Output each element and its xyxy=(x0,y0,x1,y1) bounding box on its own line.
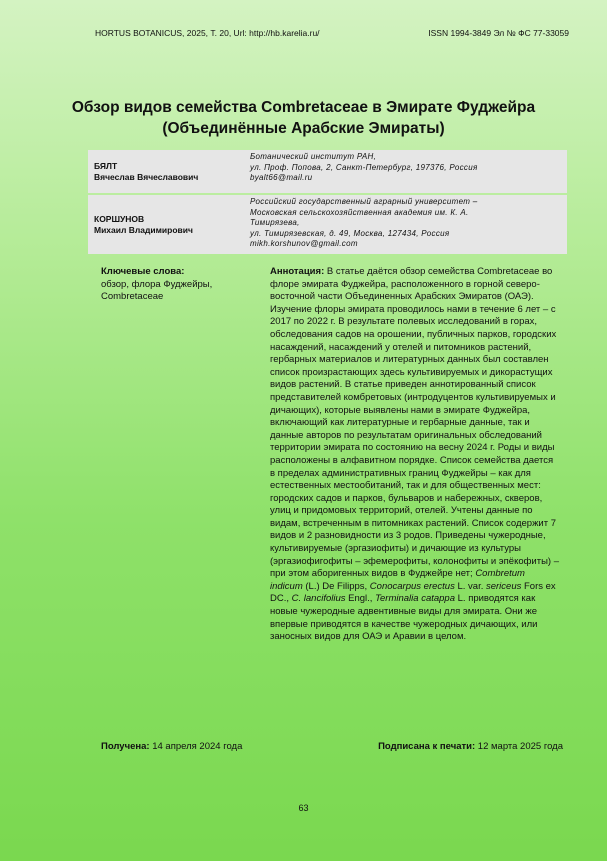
affiliation-line: Московская сельскохозяйственная академия им. К. А. xyxy=(250,207,469,217)
author-email: mikh.korshunov@gmail.com xyxy=(250,239,358,248)
author-given-name: Вячеслав Вячеславович xyxy=(94,171,199,182)
signed-date xyxy=(378,741,563,752)
journal-info: HORTUS BOTANICUS, 2025, Т. 20, Url: http://hb.karelia.ru/ xyxy=(95,28,320,38)
affiliation-line: ул. Проф. Попова, 2, Санкт-Петербург, 197376, Россия xyxy=(250,162,478,172)
signed-value: 12 марта 2025 года xyxy=(475,741,563,752)
issn-info: ISSN 1994-3849 Эл № ФС 77-33059 xyxy=(428,28,569,38)
keywords-text: обзор, флора Фуджейры, Combretaceae xyxy=(101,278,213,302)
affiliation-line: Тимирязева, xyxy=(250,218,300,227)
species-name: Conocarpus erectus xyxy=(369,580,455,592)
abstract-text: Engl., xyxy=(345,593,376,605)
authors-table xyxy=(88,150,567,256)
author-affiliation xyxy=(250,150,567,193)
author-row xyxy=(88,195,567,254)
abstract-label: Аннотация: xyxy=(270,266,325,277)
author-surname: КОРШУНОВ xyxy=(94,213,145,224)
dates-line xyxy=(101,741,563,752)
received-value: 14 апреля 2024 года xyxy=(149,741,243,752)
author-row xyxy=(88,150,567,193)
species-name: Terminalia catappa xyxy=(375,593,455,605)
keywords-block xyxy=(101,266,251,304)
page-number: 63 xyxy=(298,803,309,813)
keywords-label: Ключевые слова: xyxy=(101,266,185,277)
abstract-text: В статье даётся обзор семейства Combretaceae во флоре эмирата Фуджейра, расположенного в горной северо-восточной части Объединенных Арабских Эмиратов (ОАЭ). Изучение флоры эмирата проводилось нами в течение 6 лет – с 2017 по 2022 г. В результате полевых исследований в горах, обследования садов на орошении, публичных парков, городских насаждений, насаждений у отелей и питомников растений, гербарных материалов и литературных данных был составлен список произрастающих здесь культивируемых и дикорастущих видов растений. В статье приведен аннотированный список представителей комбретовых (интродуцентов культивируемых и дичающих), которые выявлены нами в эмирате Фуджейра, включающий как литературные и гербарные данные, так и данные авторов по результатам оригинальных обследований территории эмирата по состоянию на весну 2024 г. Роды и виды расположены в алфавитном порядке. Список семейства дается в пределах административных границ Фуджейры – как для естественных местообитаний, так и для общественных мест: городских садов и парков, бульваров и набережных, скверов, улиц и придомовых территорий, отелей. Учтены данные по видам, встреченным в питомниках растений. Список содержит 7 видов и 2 разновидности из 3 родов. Приведены чужеродные, культивируемые (эргазиофиты) и дичающие из культуры (эргазиофигофиты – эфемерофиты, колонофиты и эпёкофиты) – при этом аборигенных видов в Фуджейре нет; xyxy=(270,266,560,580)
species-name: sericeus xyxy=(485,580,522,592)
signed-label: Подписана к печати: xyxy=(378,741,476,752)
author-surname: БЯЛТ xyxy=(94,160,118,171)
author-email: byalt66@mail.ru xyxy=(250,173,313,182)
abstract-text: (L.) De Filipps, xyxy=(302,580,370,592)
affiliation-line: ул. Тимирязевская, д. 49, Москва, 127434, Россия xyxy=(250,228,450,238)
species-name: C. lancifolius xyxy=(291,593,346,605)
article-title xyxy=(60,97,547,139)
title-line-1: Обзор видов семейства Combretaceae в Эмирате Фуджейра xyxy=(71,99,536,116)
abstract-text: L. приводятся как новые чужеродные адвентивные виды для эмирата. Они же впервые приводятся в качестве чужеродных дичающих, или заносных видов для ОАЭ и Аравии в целом. xyxy=(270,593,538,643)
author-given-name: Михаил Владимирович xyxy=(94,224,193,235)
received-label: Получена: xyxy=(101,741,150,752)
received-date xyxy=(101,741,242,752)
affiliation-line: Российский государственный аграрный университет – xyxy=(250,197,478,206)
author-name xyxy=(88,195,250,254)
abstract-text: Fors ex DC., xyxy=(270,580,556,605)
abstract-block xyxy=(270,266,560,644)
species-name: Combretum indicum xyxy=(270,568,525,592)
running-header xyxy=(95,28,569,38)
author-affiliation xyxy=(250,195,567,254)
author-name xyxy=(88,150,250,193)
abstract-text: L. var. xyxy=(454,580,486,592)
title-line-2: (Объединённые Арабские Эмираты) xyxy=(162,120,445,137)
affiliation-line: Ботанический институт РАН, xyxy=(250,152,377,161)
